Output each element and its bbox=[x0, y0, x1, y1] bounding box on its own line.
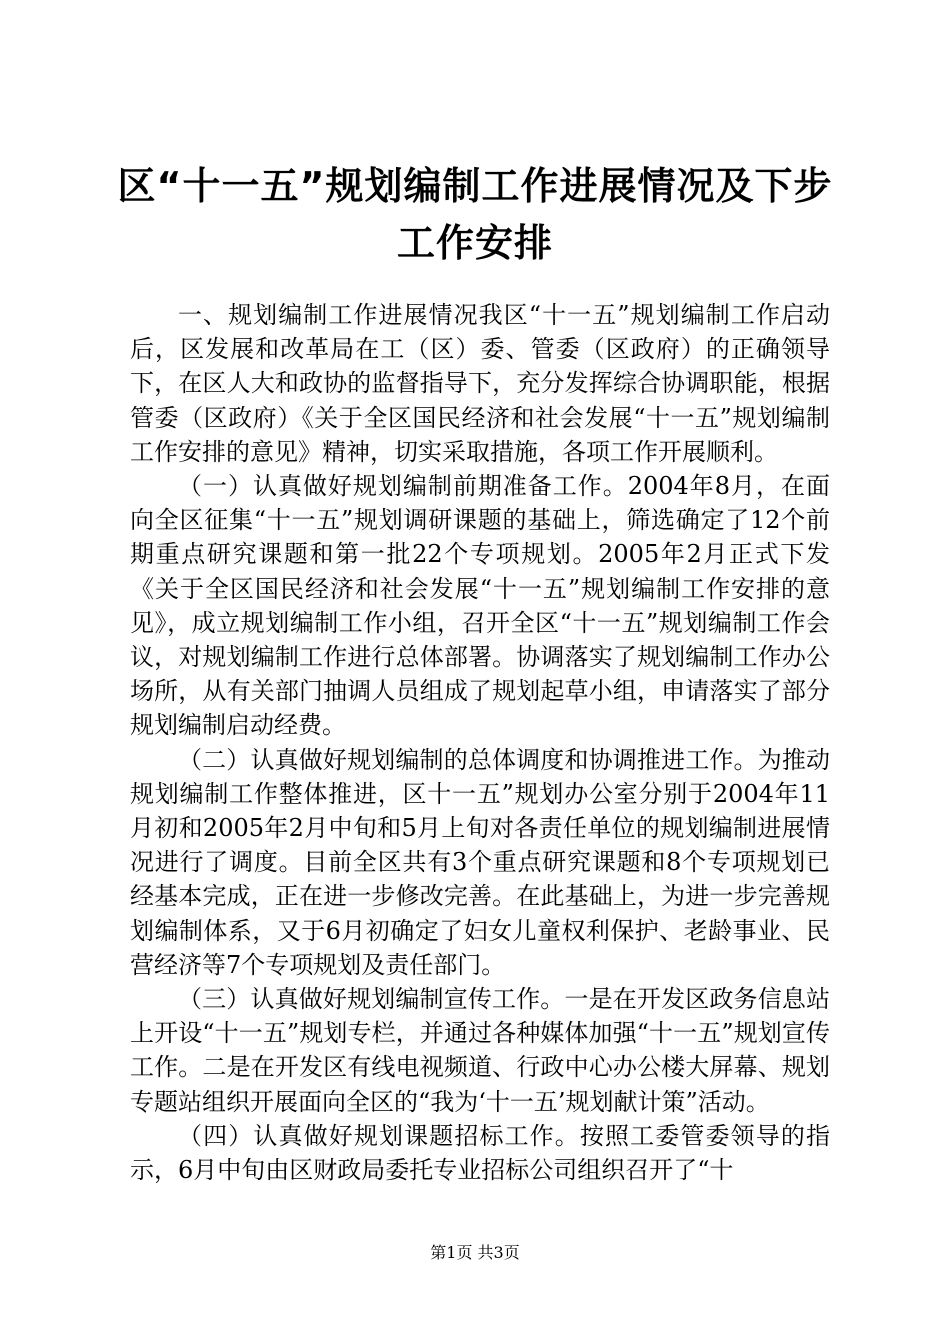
document-title: 区“十一五”规划编制工作进展情况及下步工作安排 bbox=[117, 164, 833, 265]
paragraph-section-1: （一）认真做好规划编制前期准备工作。2004年8月，在面向全区征集“十一五”规划调研课题的基础上，筛选确定了12个前期重点研究课题和第一批22个专项规划。2005年2月正式下发《关于全区国民经济和社会发展“十一五”规划编制工作安排的意见》，成立规划编制工作小组，召开全区“十一五”规划编制工作会议，对规划编制工作进行总体部署。协调落实了规划编制工作办公场所，从有关部门抽调人员组成了规划起草小组，申请落实了部分规划编制启动经费。 bbox=[130, 472, 830, 740]
paragraph-intro: 一、规划编制工作进展情况我区“十一五”规划编制工作启动后，区发展和改革局在工（区）委、管委（区政府）的正确领导下，在区人大和政协的监督指导下，充分发挥综合协调职能，根据管委（区政府）《关于全区国民经济和社会发展“十一五”规划编制工作安排的意见》精神，切实采取措施，各项工作开展顺利。 bbox=[130, 301, 830, 466]
paragraph-section-2: （二）认真做好规划编制的总体调度和协调推进工作。为推动规划编制工作整体推进，区十一五”规划办公室分别于2004年11月初和2005年2月中旬和5月上旬对各责任单位的规划编制进展情况进行了调度。目前全区共有3个重点研究课题和8个专项规划已经基本完成，正在进一步修改完善。在此基础上，为进一步完善规划编制体系，又于6月初确定了妇女儿童权利保护、老龄事业、民营经济等7个专项规划及责任部门。 bbox=[130, 745, 830, 979]
paragraph-section-4: （四）认真做好规划课题招标工作。按照工委管委领导的指示，6月中旬由区财政局委托专业招标公司组织召开了“十 bbox=[130, 1121, 830, 1185]
page-number-footer: 第1页 共3页 bbox=[430, 1243, 520, 1262]
paragraph-section-3: （三）认真做好规划编制宣传工作。一是在开发区政务信息站上开设“十一五”规划专栏，并通过各种媒体加强“十一五”规划宣传工作。二是在开发区有线电视频道、行政中心办公楼大屏幕、规划专题站组织开展面向全区的“我为‘十一五’规划献计策”活动。 bbox=[130, 985, 830, 1116]
document-body bbox=[130, 298, 830, 1187]
